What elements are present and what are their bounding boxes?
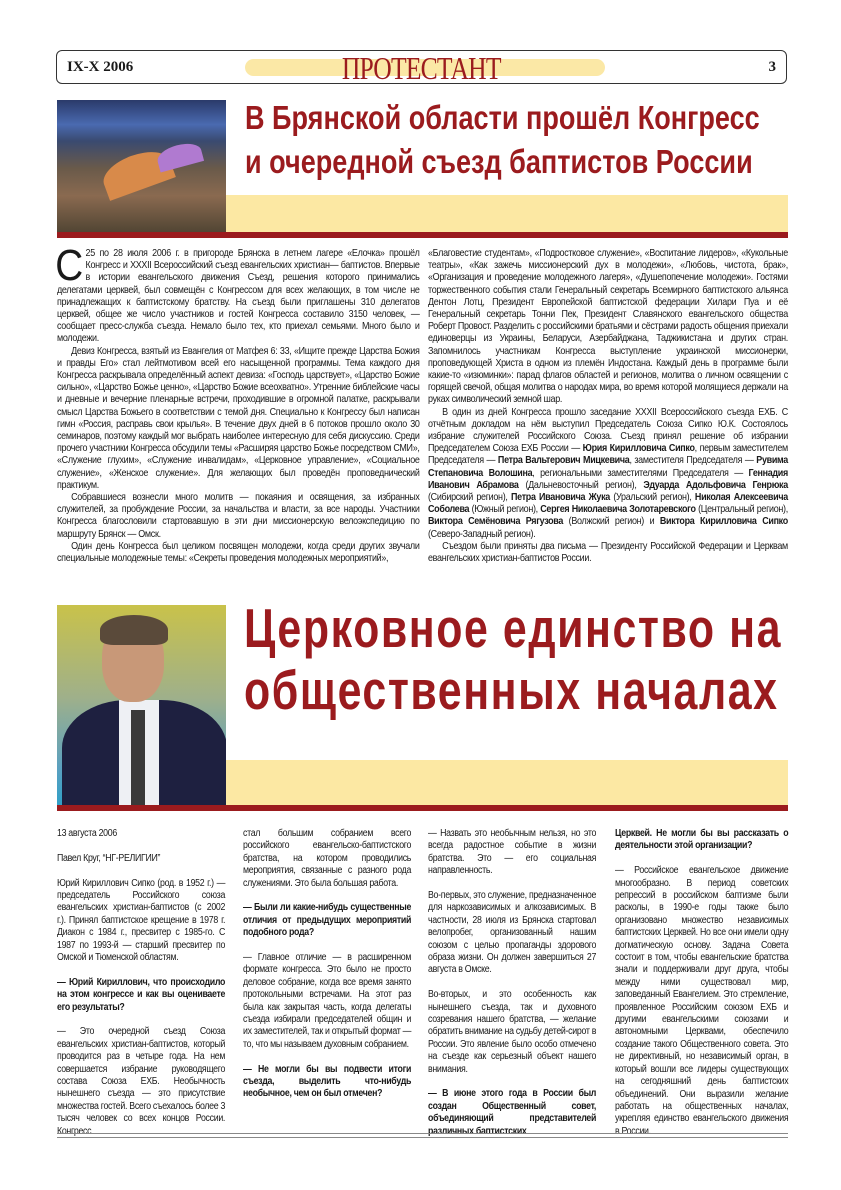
article1-paragraph: Собравшиеся вознесли много молитв — покаяния и освящения, за избранных служителей, за пробуждение России, за начальства и власти, за все народы. Участники Конгресса благословили стартовавшую в эти дни миссионерскую велоэкспедицию по маршруту Брянск — Омск. (57, 492, 420, 540)
interview-answer: Во-вторых, и это особенность как нынешнего съезда, так и духовного созревания нашего братства, — желание обратить внимание на судьбу детей-сирот в России. Это явление было особо отмечено на съезде как серьезный объект нашего внимания. (428, 989, 597, 1075)
text-segment: , заместителя Председателя — (629, 455, 757, 467)
article1-title-line: и очередной съезд баптистов России (245, 143, 753, 180)
elected-leader-name: Виктора Кирилловича Сипко (659, 516, 788, 528)
text-segment: , региональными заместителями Председателя — (532, 467, 749, 479)
article2-column-2 (243, 828, 411, 1113)
article1-paragraph (428, 407, 788, 541)
article1-column-2 (428, 248, 788, 565)
interview-question: — Юрий Кириллович, что происходило на этом конгрессе и как вы оцениваете его результаты? (57, 976, 226, 1013)
title-rule (57, 805, 788, 811)
interview-answer: — Это очередной съезд Союза евангельских христиан-баптистов, который проводится раз в четыре года. На нем совершается избрание руководящего состава Союза ЕХБ. Необычность нынешнего съезда — это присутствие множества гостей. Всего съехалось более 3 тысяч человек со всех концов России. Конгресс (57, 1026, 226, 1137)
interview-question: Церквей. Не могли бы вы рассказать о деятельности этой организации? (615, 828, 789, 852)
text-segment: (Южный регион), (469, 504, 541, 516)
elected-leader-name: Эдуарда Адольфовича Генрюка (643, 479, 788, 491)
article2-column-1 (57, 828, 225, 1138)
elected-leader-name: Геннадия Иванович Абрамова (428, 467, 788, 491)
text-segment: (Северо-Западный регион). (428, 528, 536, 540)
title-rule (57, 232, 788, 238)
interview-question: — Были ли какие-нибудь существенные отличия от предыдущих мероприятий подобного рода? (243, 902, 412, 939)
article1-paragraph (55, 241, 420, 346)
interview-answer: — Российское евангельское движение многообразно. В период советских репрессий в российском баптизме были расколы, в 1990-е годы также было организовано множество независимых баптистских Церквей. Но все они имели одну догматическую основу. Задача Совета состоит в том, чтобы евангельские братства знали и поддерживали друг друга, чтобы между ними существовал мир, заповеданный Евангелием. Это стремление, проявленное Российским союзом ЕХБ и другими евангельскими союзами и автономными Церквами, обеспечило создание такого Общественного совета. Это не директивный, но независимый орган, в который вошли все лидеры существующих на сегодняшний день баптистских объединений. Они выразили желание работать на общественных началах, укрепляя единство евангельского движения в России. (615, 865, 789, 1137)
footer-rule (57, 1133, 788, 1138)
text-segment: В один из дней Конгресса прошло заседание XXXII Всероссийского съезда ЕХБ. С отчётным докладом на нём выступил Председатель Союза Сипко Ю.К. Состоялось избрание служителей Российского Союза. Съезд принял решение об избрании Председателем Союза ЕХБ России — (428, 406, 788, 455)
article2-title-line: Церковное единство на (244, 597, 783, 659)
text-segment: (Центральный регион), (695, 504, 788, 516)
interview-answer: стал большим собранием всего российского евангельско-баптистского братства, на котором проводились мероприятия, связанные с разного рода служениями. Это была большая работа. (243, 828, 412, 889)
text-segment: (Уральский регион), (609, 492, 695, 504)
paragraph-text: 25 по 28 июля 2006 г. в пригороде Брянска в летнем лагере «Елочка» прошёл Конгресс и XXXII Всероссийский съезд евангельских христиан— баптистов. Впервые в истории евангельского движения Съезд, решения которого принимались делегатами церквей, был совмещён с Конгрессом для всех желающих, в том числе не принадлежащих к баптистскому братству. На съезд были приглашены 310 делегатов церквей, общее же число участников и гостей Конгресса составило 3150 человек, — сообщает пресс-служба съезда. Немало было тех, кто приехал семьями. Много было и молодежи. (57, 248, 420, 345)
elected-leader-name: Петра Ивановича Жука (510, 492, 610, 504)
elected-leader-name: Рувима Степановича Волошина (428, 455, 788, 479)
page-number: 3 (768, 59, 776, 75)
article-date: 13 августа 2006 (57, 828, 117, 839)
interview-answer: — Назвать это необычным нельзя, но это всегда радостное событие в жизни братства. Это — его социальная направленность. (428, 828, 597, 877)
article-author: Павел Круг, “НГ-РЕЛИГИИ” (57, 852, 161, 864)
issue-number: IX-X 2006 (67, 59, 134, 75)
drop-cap: С (55, 241, 83, 290)
title-band (226, 195, 788, 232)
congress-crowd-photo (57, 100, 226, 237)
hair-shape (100, 615, 168, 645)
umbrella-shape (155, 140, 204, 173)
article1-paragraph: Один день Конгресса был целиком посвящен молодежи, когда среди других звучали специальные молодежные темы: «Секреты проведения молодежных мероприятий», (57, 540, 420, 565)
title-band (226, 760, 788, 805)
page-header (56, 50, 787, 84)
newspaper-logo: ПРОТЕСТАНТ (342, 50, 501, 86)
interview-question: — Не могли бы вы подвести итоги съезда, выделить что-нибудь необычное, чем он был отмечен? (243, 1063, 412, 1100)
text-segment: , первым заместителем Председателя — (428, 443, 788, 467)
text-segment: (Сибирский регион), (428, 492, 511, 504)
interview-answer: Во-первых, это служение, предназначенное для наркозависимых и алкозависимых. В частности, 28 июля из Брянска стартовал велопробег, организованный нашим союзом с целью пропаганды здорового образа жизни. Он должен завершиться 27 августа в Омске. (428, 890, 597, 976)
tie-shape (131, 710, 145, 810)
elected-leader-name: Виктора Семёновича Рягузова (428, 516, 564, 528)
article1-column-1 (55, 241, 420, 565)
article2-title-line: общественных началах (244, 659, 779, 721)
article1-paragraph: Девиз Конгресса, взятый из Евангелия от Матфея 6: 33, «Ищите прежде Царства Божия и правды Его» стал лейтмотивом всей его насыщенной программы. Тема каждого дня Конгресса раскрывала определённый аспект девиза: «Господь царствует», «Царство Божие сильно», «Царство Божье ценно», «Царство Божие всеохватно». Утренние библейские часы и дневные и вечерние пленарные встречи, проходившие в огромной палатке, раскрывали смысл Царства Божьего в соответствии с темой дня. Специально к Конгрессу был написан гимн «Россия, расправь свои крылья». В течение двух дней в 6 потоков прошло около 30 семинаров, поэтому каждый мог выбрать наиболее интересную для себя дискуссию. Среди прочего участники Конгресса обсудили темы «Расширяя царство Божье посредством СМИ», «Служение глухим», «Служение инвалидам», «Церковное управление», «Социальное служение», «Женское служение». Для желающих был проведён проповеднический практикум. (57, 345, 420, 491)
article1-paragraph: Съездом были приняты два письма — Президенту Российской Федерации и Церквам евангельских христиан-баптистов России. (428, 540, 788, 565)
article2-column-4 (615, 828, 788, 1151)
article1-title (245, 96, 760, 184)
article1-paragraph: «Благовестие студентам», «Подростковое служение», «Воспитание лидеров», «Кукольные театры», «Как зажечь миссионерский дух в молодежи», «Любовь, чистота, брак», «Организация и проведение молодежного лагеря», «Душепопечение молодежи». Гостями торжественного события стали Генеральный секретарь Всемирного баптистского альянса Дентон Лотц, Президент Европейской баптистской федерации Хилари Пуа и её Генеральный секретарь Тонни Пек, Президент Славянского евангельского общества Роберт Провост. Разделить с российскими братьями и сёстрами радость общения приехали единоверцы из Украины, Беларуси, Азербайджана, Таджикистана и других стран. Запомнилось участникам Конгресса выступление украинской миссионерки, проповедующей Христа в одном из племён Индостана. Каждый день в программе были какие-то «изюминки»: парад флагов областей и регионов, молитва о личном освящении с горящей свечой, общая молитва о народах мира, во время которой молящиеся держали на руках символический земной шар. (428, 248, 788, 406)
elected-leader-name: Николая Алексеевича Соболева (428, 492, 788, 516)
elected-leader-name: Юрия Кирилловича Сипко (582, 443, 695, 455)
text-segment: (Дальневосточный регион), (518, 479, 644, 491)
portrait-photo (57, 605, 226, 810)
article1-title-line: В Брянской области прошёл Конгресс (245, 99, 760, 136)
elected-leader-name: Сергея Николаевича Золотаревского (540, 504, 696, 516)
text-segment: (Волжский регион) и (563, 516, 660, 528)
article2-title (244, 597, 782, 721)
article2-column-3 (428, 828, 596, 1138)
interview-answer: — Главное отличие — в расширенном формате конгресса. Это было не просто деловое собрание, когда все время занято протокольными встречами. На этот раз была как закрытая часть, когда делегаты съезда избирали председателей общин и их заместителей, так и открытый формат — то, что мы называем духовным собранием. (243, 952, 412, 1050)
intro-paragraph: Юрий Кириллович Сипко (род. в 1952 г.) — председатель Российского союза евангельских христиан-баптистов (с 2002 г.). Принял баптистское крещение в 1978 г. Диакон с 1984 г., пресвитер с 1985-го. С 1987 по 1993-й — старший пресвитер по Омской и Тюменской областям. (57, 877, 226, 964)
interview-question: — В июне этого года в России был создан Общественный совет, объединяющий представителей различных баптистских (428, 1088, 597, 1137)
elected-leader-name: Петра Вальтерович Мицкевича (497, 455, 630, 467)
